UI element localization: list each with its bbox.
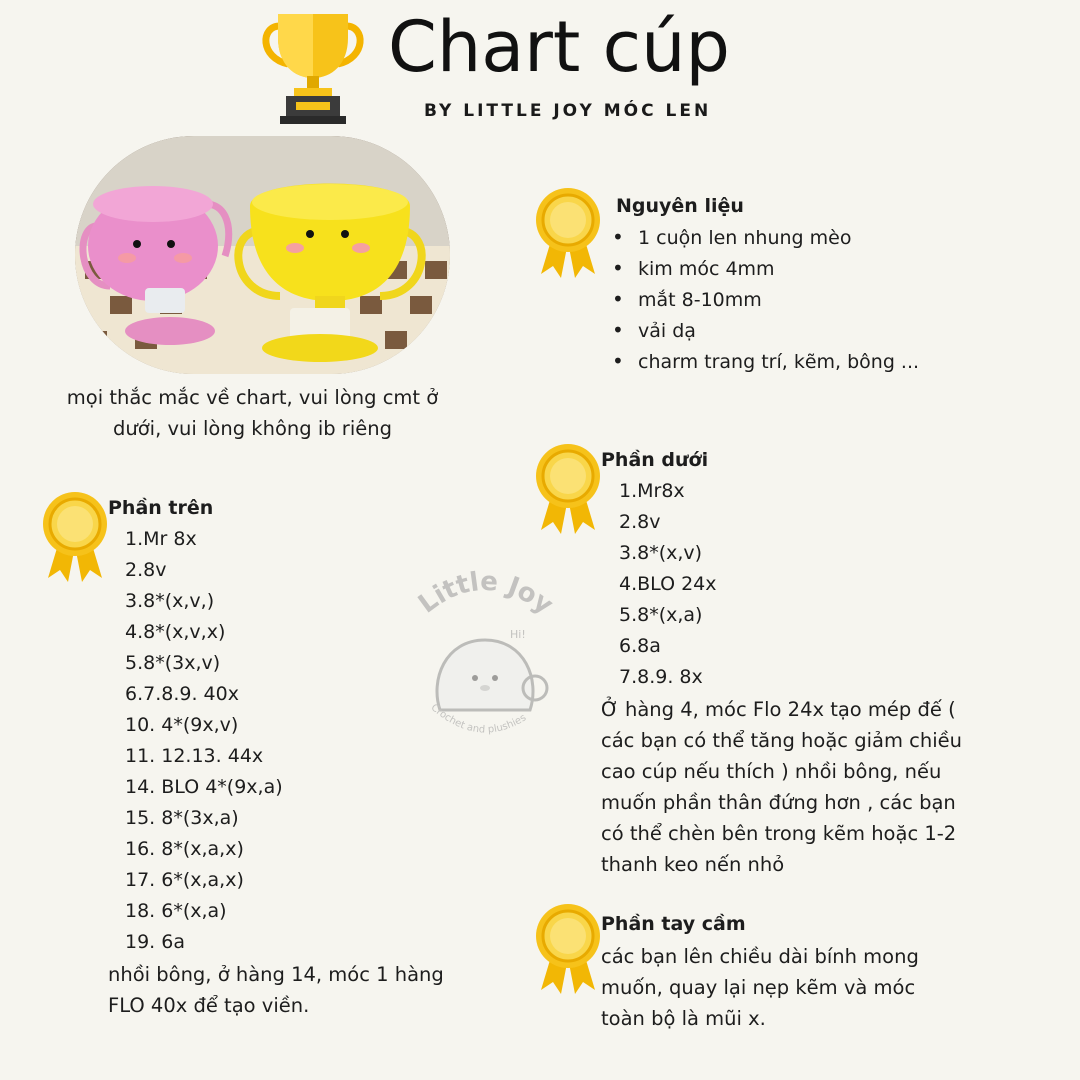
materials-list xyxy=(612,222,919,377)
product-photo xyxy=(75,136,450,374)
bottom-part-rows xyxy=(619,476,717,693)
list-item: • mắt 8-10mm xyxy=(612,284,919,315)
list-item: 19. 6a xyxy=(125,931,185,953)
list-item: 16. 8*(x,a,x) xyxy=(125,838,244,860)
page-subtitle: BY LITTLE JOY MÓC LEN xyxy=(424,101,712,121)
little-joy-logo xyxy=(410,560,560,735)
list-item: 5.8*(3x,v) xyxy=(125,652,221,674)
list-item: 5.8*(x,a) xyxy=(619,604,703,626)
list-item: 3.8*(x,v) xyxy=(619,542,703,564)
list-item: 2.8v xyxy=(125,559,167,581)
top-part-rows xyxy=(125,524,283,958)
list-item: 1.Mr 8x xyxy=(125,528,197,550)
list-item: 4.8*(x,v,x) xyxy=(125,621,226,643)
medal-icon xyxy=(40,490,110,582)
list-item: 3.8*(x,v,) xyxy=(125,590,215,612)
list-item: 17. 6*(x,a,x) xyxy=(125,869,244,891)
list-item: 4.BLO 24x xyxy=(619,573,717,595)
list-item: 15. 8*(3x,a) xyxy=(125,807,239,829)
svg-text:Little Joy xyxy=(413,567,559,621)
list-item: • charm trang trí, kẽm, bông ... xyxy=(612,346,919,377)
list-item: 1.Mr8x xyxy=(619,480,685,502)
bottom-part-heading: Phần dưới xyxy=(601,449,709,471)
list-item: 2.8v xyxy=(619,511,661,533)
logo-brand: Little Joy xyxy=(412,566,559,621)
list-item: • vải dạ xyxy=(612,315,919,346)
materials-heading: Nguyên liệu xyxy=(616,195,744,217)
list-item: • kim móc 4mm xyxy=(612,253,919,284)
list-item: 18. 6*(x,a) xyxy=(125,900,227,922)
bottom-part-note: Ở hàng 4, móc Flo 24x tạo mép đế ( các bạn có thể tăng hoặc giảm chiều cao cúp nếu thích ) nhồi bông, nếu muốn phần thân đứng hơn , các bạn có thể chèn bên trong kẽm hoặc 1-2 thanh keo nến nhỏ xyxy=(601,698,963,876)
logo-tagline: Crochet and plushies xyxy=(428,702,529,735)
top-part-heading: Phần trên xyxy=(108,497,214,519)
medal-icon xyxy=(533,442,603,534)
comment-note: mọi thắc mắc về chart, vui lòng cmt ở dưới, vui lòng không ib riêng xyxy=(66,386,439,440)
medal-icon xyxy=(533,186,603,278)
list-item: 11. 12.13. 44x xyxy=(125,745,264,767)
handle-part-heading: Phần tay cầm xyxy=(601,913,746,935)
list-item: • 1 cuộn len nhung mèo xyxy=(612,222,919,253)
handle-part-note: các bạn lên chiều dài bính mong muốn, quay lại nẹp kẽm và móc toàn bộ là mũi x. xyxy=(601,945,919,1030)
list-item: 10. 4*(9x,v) xyxy=(125,714,239,736)
list-item: 7.8.9. 8x xyxy=(619,666,703,688)
trophy-icon xyxy=(258,8,368,128)
top-part-note: nhồi bông, ở hàng 14, móc 1 hàng FLO 40x để tạo viền. xyxy=(108,963,444,1017)
list-item: 14. BLO 4*(9x,a) xyxy=(125,776,283,798)
logo-hi: Hi! xyxy=(510,628,526,641)
page-title: Chart cúp xyxy=(388,6,730,88)
list-item: 6.8a xyxy=(619,635,661,657)
list-item: 6.7.8.9. 40x xyxy=(125,683,239,705)
medal-icon xyxy=(533,902,603,994)
